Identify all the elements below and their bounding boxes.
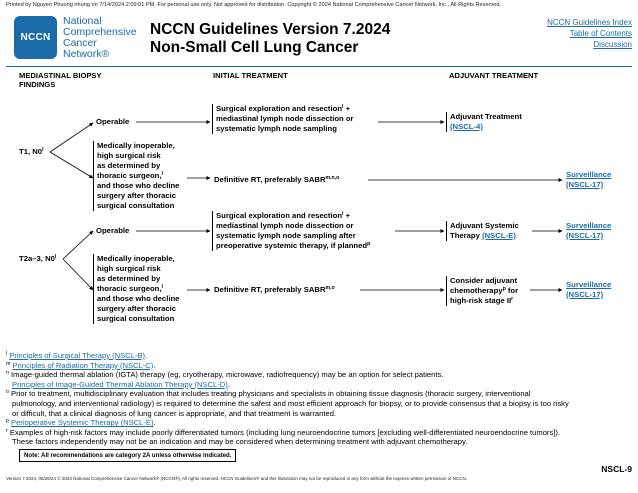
footnote-p-end: . bbox=[153, 418, 156, 428]
logo-line-4: Network® bbox=[63, 48, 110, 60]
header-divider bbox=[6, 66, 632, 67]
surveillance-1-label[interactable]: Surveillance bbox=[566, 170, 612, 179]
page-id: NSCL-9 bbox=[601, 464, 632, 474]
stage-t2-sup: l bbox=[54, 254, 57, 260]
footnote-n-link-line bbox=[6, 380, 569, 390]
inoperable-1-line-7: surgical consultation bbox=[97, 201, 175, 210]
col-header-biopsy-line1: MEDIASTINAL BIOPSY bbox=[19, 71, 102, 80]
surgery-2-line-2: mediastinal lymph node dissection or bbox=[216, 221, 354, 230]
rt-box-1 bbox=[214, 175, 339, 185]
surveillance-link-2[interactable] bbox=[566, 221, 611, 241]
footnote-p-mark: p bbox=[6, 418, 9, 425]
guideline-version-title: NCCN Guidelines Version 7.2024 bbox=[150, 21, 391, 38]
rt-2-text: Definitive RT, preferably SABR bbox=[214, 285, 326, 294]
surgery-2-plus: + bbox=[343, 211, 351, 220]
inoperable-2-line-3: as determined by bbox=[97, 274, 161, 283]
inoperable-2-line-4-text: thoracic surgeon, bbox=[97, 284, 162, 293]
footnote-m-mark: m bbox=[6, 360, 11, 367]
inoperable-2-line-4 bbox=[97, 284, 179, 294]
surveillance-1-ref[interactable]: (NSCL-17) bbox=[566, 180, 604, 189]
table-of-contents-link[interactable]: Table of Contents bbox=[569, 29, 632, 38]
stage-t1-sup: l bbox=[42, 147, 44, 153]
surgery-1-line-3: systematic lymph node sampling bbox=[216, 124, 337, 133]
inoperable-2-sup: l bbox=[161, 284, 163, 290]
stage-t2-n0 bbox=[19, 254, 56, 264]
inoperable-2-line-7: surgical consultation bbox=[97, 314, 175, 323]
logo-line-2: Comprehensive bbox=[63, 26, 137, 38]
inoperable-box-2 bbox=[93, 254, 179, 324]
nscl-4-link[interactable]: (NSCL-4) bbox=[450, 122, 483, 131]
surveillance-2-label[interactable]: Surveillance bbox=[566, 221, 612, 230]
inoperable-2-line-6: surgery after thoracic bbox=[97, 304, 177, 313]
perioperative-therapy-link[interactable]: Perioperative Systemic Therapy (NSCL-E) bbox=[11, 418, 154, 428]
adjuvant-systemic-therapy-text: Therapy bbox=[450, 231, 483, 240]
guideline-disease-title: Non-Small Cell Lung Cancer bbox=[150, 39, 359, 56]
adjuvant-systemic-line-2 bbox=[450, 231, 519, 241]
stage-t2-label: T2a–3, N0 bbox=[19, 254, 55, 263]
surgery-1-line-1 bbox=[216, 104, 354, 114]
surveillance-link-1[interactable] bbox=[566, 170, 611, 190]
surveillance-2-ref[interactable]: (NSCL-17) bbox=[566, 231, 604, 240]
footnote-r-line-2: These factors independently may not be an indication and may be considered when determining treatment with adjuvant chemotherapy. bbox=[12, 437, 468, 447]
footnote-n-mark: n bbox=[6, 370, 9, 377]
surgery-1-plus: + bbox=[343, 104, 351, 113]
consider-chemo-for: for bbox=[505, 286, 519, 295]
surgery-2-line-4 bbox=[216, 241, 370, 251]
inoperable-2-line-5: and those who decline bbox=[97, 294, 180, 303]
rt-2-sup: m,o bbox=[325, 285, 335, 291]
inoperable-2-line-2: high surgical risk bbox=[97, 264, 161, 273]
arrow-t2-operable bbox=[63, 231, 93, 259]
footnote-m-end: . bbox=[153, 360, 156, 370]
footnote-r-line-1: Examples of high-risk factors may include poorly differentiated tumors (including lung neuroendocrine tumors [excluding well-differentiated neuroendocrine tumors]). bbox=[9, 427, 560, 437]
surgery-2-line-1 bbox=[216, 211, 370, 221]
logo-line-3: Cancer bbox=[63, 37, 97, 49]
nccn-logo: NCCN bbox=[14, 16, 57, 59]
surveillance-link-3[interactable] bbox=[566, 280, 611, 300]
surgery-2-line-3: systematic lymph node sampling after bbox=[216, 231, 356, 240]
print-notice: Printed by Nguyen Phuong nhung on 7/14/2024 2:09:01 PM. For personal use only. Not approved for distribution. Copyright © 2024 National Comprehensive Cancer Network, Inc., All Rights Reserved. bbox=[6, 2, 501, 8]
arrow-t2-inoperable bbox=[63, 259, 93, 290]
adjuvant-systemic-label: Adjuvant Systemic bbox=[450, 221, 519, 230]
inoperable-box-1 bbox=[93, 141, 179, 211]
inoperable-1-line-4 bbox=[97, 171, 179, 181]
inoperable-1-line-4-text: thoracic surgeon, bbox=[97, 171, 162, 180]
col-header-biopsy bbox=[19, 71, 102, 89]
surgery-1-line-2: mediastinal lymph node dissection or bbox=[216, 114, 354, 123]
guidelines-index-link[interactable]: NCCN Guidelines Index bbox=[547, 18, 632, 27]
surgery-2-line-4-text: preoperative systemic therapy, if planned bbox=[216, 241, 368, 250]
nscl-e-link[interactable]: (NSCL-E) bbox=[482, 231, 516, 240]
adjuvant-treatment-label: Adjuvant Treatment bbox=[450, 112, 522, 121]
footnote-l-end: . bbox=[145, 351, 148, 360]
footnote-l bbox=[6, 351, 569, 361]
footnote-o-line-2: pulmonology, and interventional radiology) is required to determine the safest and most efficient approach for biopsy, or to provide consensus that a biopsy is too risky bbox=[12, 398, 569, 408]
col-header-biopsy-line2: FINDINGS bbox=[19, 80, 56, 89]
footnotes bbox=[6, 351, 569, 447]
logo-line-1: National bbox=[63, 15, 102, 27]
inoperable-1-line-2: high surgical risk bbox=[97, 151, 161, 160]
consider-chemo-line-3 bbox=[450, 296, 518, 306]
consider-chemo-sup-r: r bbox=[511, 296, 514, 302]
inoperable-1-line-1: Medically inoperable, bbox=[97, 141, 175, 150]
footnote-o-line-3: or difficult, that a clinical diagnosis of lung cancer is appropriate, and that treatment is warranted. bbox=[12, 408, 337, 418]
consider-chemo-box bbox=[446, 276, 518, 306]
radiation-therapy-link[interactable]: Principles of Radiation Therapy (NSCL-C) bbox=[12, 360, 154, 370]
footnote-p bbox=[6, 418, 569, 428]
footnote-m bbox=[6, 361, 569, 371]
consider-chemo-line-2 bbox=[450, 286, 518, 296]
consider-chemo-line-2-text: chemotherapy bbox=[450, 286, 503, 295]
footnote-o-line-1: Prior to treatment, multidisciplinary evaluation that includes treating physicians and specialists in obtaining tissue diagnosis (thoracic surgery, interventional bbox=[11, 389, 531, 399]
surveillance-3-label[interactable]: Surveillance bbox=[566, 280, 612, 289]
thermal-ablation-link[interactable]: Principles of Image-Guided Thermal Ablation Therapy (NSCL-D) bbox=[12, 379, 228, 389]
adjuvant-systemic-box bbox=[446, 221, 519, 241]
consider-chemo-sup-p: p bbox=[502, 286, 506, 292]
stage-t1-n0 bbox=[19, 147, 44, 157]
footnote-l-mark: l bbox=[6, 351, 8, 357]
surgery-box-1 bbox=[212, 104, 354, 134]
consider-chemo-line-3-text: high-risk stage II bbox=[450, 296, 512, 305]
rt-1-sup: m,n,o bbox=[325, 175, 340, 181]
surgical-therapy-link[interactable]: Principles of Surgical Therapy (NSCL-B) bbox=[9, 351, 146, 360]
footnote-n-text: Image-guided thermal ablation (IGTA) therapy (eg, cryotherapy, microwave, radiofrequency) may be an option for select patients. bbox=[11, 370, 444, 380]
rt-box-2 bbox=[214, 285, 335, 295]
inoperable-1-sup: l bbox=[161, 171, 163, 177]
col-header-adjuvant: ADJUVANT TREATMENT bbox=[449, 71, 539, 80]
copyright-footer: Version 7.2024, 06/26/24 © 2024 National Comprehensive Cancer Network® (NCCN®), All rights reserved. NCCN Guidelines® and this illustration may not be reproduced in any form without the express written permission of NCCN. bbox=[6, 476, 467, 481]
footnote-r-mark: r bbox=[6, 427, 8, 434]
nav-links bbox=[547, 17, 632, 50]
inoperable-1-line-3: as determined by bbox=[97, 161, 161, 170]
inoperable-1-line-6: surgery after thoracic bbox=[97, 191, 177, 200]
footnote-n-end: . bbox=[227, 379, 230, 389]
arrow-t1-operable bbox=[50, 123, 93, 152]
operable-label-2: Operable bbox=[96, 226, 130, 235]
surgery-1-line-1-text: Surgical exploration and resection bbox=[216, 104, 343, 113]
surgery-2-sup-p: p bbox=[367, 241, 371, 247]
surgery-1-sup: l bbox=[342, 104, 344, 110]
consider-chemo-line-1: Consider adjuvant bbox=[450, 276, 518, 285]
footnote-o-mark: o bbox=[6, 389, 9, 396]
footnote-r bbox=[6, 428, 569, 438]
footnote-n bbox=[6, 370, 569, 380]
inoperable-1-line-5: and those who decline bbox=[97, 181, 180, 190]
category-note: Note: All recommendations are category 2A unless otherwise indicated. bbox=[19, 449, 236, 462]
inoperable-2-line-1: Medically inoperable, bbox=[97, 254, 175, 263]
surgery-2-line-1-text: Surgical exploration and resection bbox=[216, 211, 343, 220]
stage-t1-label: T1, N0 bbox=[19, 147, 43, 156]
operable-label-1: Operable bbox=[96, 117, 130, 126]
footnote-o bbox=[6, 389, 569, 399]
surgery-box-2 bbox=[212, 211, 370, 251]
surgery-2-sup: l bbox=[342, 211, 344, 217]
arrow-t1-inoperable bbox=[50, 152, 93, 178]
col-header-initial: INITIAL TREATMENT bbox=[213, 71, 288, 80]
discussion-link[interactable]: Discussion bbox=[593, 40, 632, 49]
rt-1-text: Definitive RT, preferably SABR bbox=[214, 175, 326, 184]
adjuvant-treatment-box bbox=[446, 112, 522, 132]
surveillance-3-ref[interactable]: (NSCL-17) bbox=[566, 290, 604, 299]
logo-wordmark bbox=[63, 16, 137, 60]
